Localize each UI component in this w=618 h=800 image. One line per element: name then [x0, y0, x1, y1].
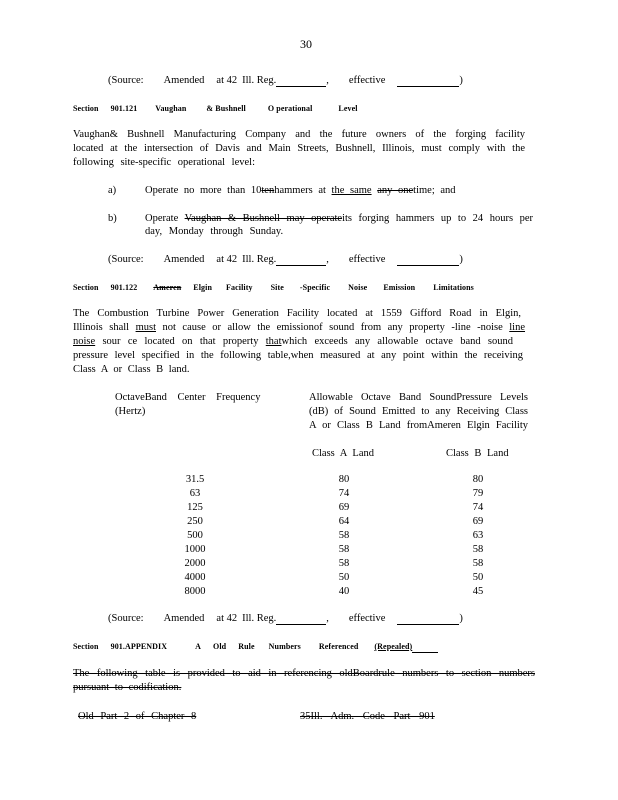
- class-a-cell: 50: [338, 572, 350, 583]
- para-122-line-1: The Combustion Turbine Power Generation Facility located at 1559 Gifford Road in Elgin,: [73, 308, 521, 319]
- effective-blank: [397, 75, 459, 87]
- section-901-121-heading: [73, 102, 358, 115]
- item-b-label: b): [108, 213, 117, 224]
- source-prefix: (Source:: [108, 75, 144, 86]
- heading-word: & Bushnell: [206, 104, 246, 113]
- comma: ,: [326, 75, 329, 86]
- item-a-label: a): [108, 185, 117, 196]
- class-b-cell: 69: [472, 516, 484, 527]
- repealed-marker: (Repealed): [374, 642, 413, 651]
- frequency-cell: 2000: [184, 558, 206, 569]
- class-a-cell: 58: [338, 544, 350, 555]
- class-a-cell: 58: [338, 558, 350, 569]
- para-122-line-5: Class A or Class B land.: [73, 364, 190, 375]
- class-b-cell: 58: [472, 544, 484, 555]
- heading-word: Vaughan: [155, 104, 187, 113]
- frequency-cell: 4000: [184, 572, 206, 583]
- class-b-cell: 80: [472, 474, 484, 485]
- class-a-cell: 58: [338, 530, 350, 541]
- frequency-cell: 500: [187, 530, 203, 541]
- section-901-122-heading: Section 901.122 Ameren Elgin Facility Site -Specific Noise Emission Limitations: [73, 283, 474, 292]
- source-line-1: [108, 74, 463, 87]
- source-at: at 42: [216, 75, 238, 86]
- class-a-cell: 74: [338, 488, 350, 499]
- appendix-para-line-1: The following table is provided to aid in referencing oldBoardrule numbers to section numbers: [73, 668, 535, 679]
- para-122-line-4: pressure level specified in the following table,when measured at any point within the receiving: [73, 350, 523, 361]
- strike-any-one: any one: [377, 185, 414, 196]
- frequency-cell: 125: [187, 502, 203, 513]
- appendix-para-line-2: pursuant to codification.: [73, 682, 182, 693]
- col2-header-line-3: A or Class B Land fromAmeren Elgin Facility: [309, 420, 528, 431]
- strike-ameren: Ameren: [153, 283, 182, 292]
- source-line-2: (Source: Amended at 42 Ill. Reg. , effective ): [108, 254, 463, 265]
- source-amended: Amended: [163, 75, 205, 86]
- class-b-cell: 50: [472, 572, 484, 583]
- effective-blank: [397, 613, 459, 625]
- appendix-row-left: Old Part 2 of Chapter 8: [78, 711, 197, 722]
- effective-blank: [397, 254, 459, 266]
- class-a-cell: 69: [338, 502, 350, 513]
- page-number: 30: [300, 37, 312, 51]
- inserted-the-same: the same: [331, 185, 372, 196]
- class-b-cell: 79: [472, 488, 484, 499]
- reg-blank: [276, 75, 326, 87]
- class-b-cell: 63: [472, 530, 484, 541]
- para-121-line-3: following site-specific operational level:: [73, 157, 255, 168]
- source-close: ): [459, 75, 463, 86]
- para-122-line-3: noise sour ce located on that property thatwhich exceeds any allowable octave band sound: [73, 336, 513, 347]
- frequency-cell: 8000: [184, 586, 206, 597]
- class-a-cell: 64: [338, 516, 350, 527]
- class-a-header: Class A Land: [312, 448, 375, 459]
- item-b-line-2: day, Monday through Sunday.: [145, 226, 284, 237]
- item-b-text: Operate Vaughan & Bushnell may operateits forging hammers up to 24 hours per day, Monday through Sunday.: [145, 213, 533, 237]
- reg-blank: [276, 254, 326, 266]
- para-122-line-2: Illinois shall must not cause or allow the emissionof sound from any property -line -noise line: [73, 322, 526, 333]
- strike-vaughan-bushnell: Vaughan & Bushnell may operate: [184, 213, 343, 224]
- section-label: Section: [73, 104, 99, 113]
- item-a-text: Operate no more than 10tenhammers at the same any onetime; and: [145, 185, 456, 196]
- class-a-cell: 80: [338, 474, 350, 485]
- frequency-cell: 31.5: [185, 474, 205, 485]
- heading-word: Level: [338, 104, 358, 113]
- heading-word: O perational: [267, 104, 313, 113]
- frequency-cell: 250: [187, 516, 203, 527]
- reg-blank: [276, 613, 326, 625]
- class-b-header: Class B Land: [446, 448, 509, 459]
- col1-header-line-1: OctaveBand Center Frequency: [115, 392, 261, 403]
- source-line-3: (Source: Amended at 42 Ill. Reg. , effective ): [108, 613, 463, 624]
- class-a-cell: 40: [338, 586, 350, 597]
- source-reg: Ill. Reg.: [242, 75, 277, 86]
- class-b-cell: 74: [472, 502, 484, 513]
- section-number: 901.121: [110, 104, 138, 113]
- para-121-line-2: located at the intersection of Davis and Main Streets, Bushnell, Illinois, must comply with the: [73, 143, 525, 154]
- col2-header-line-1: Allowable Octave Band SoundPressure Levels: [309, 392, 528, 403]
- para-121-line-1: Vaughan& Bushnell Manufacturing Company and the future owners of the forging facility: [73, 129, 525, 140]
- frequency-cell: 63: [189, 488, 201, 499]
- appendix-row-right: 35Ill. Adm. Code Part 901: [300, 711, 435, 722]
- class-b-cell: 58: [472, 558, 484, 569]
- source-effective: effective: [348, 75, 386, 86]
- section-901-appendix-heading: Section 901.APPENDIX A Old Rule Numbers Referenced (Repealed): [73, 640, 438, 653]
- strike-ten: ten: [261, 185, 275, 196]
- col1-header-line-2: (Hertz): [115, 406, 146, 417]
- col2-header-line-2: (dB) of Sound Emitted to any Receiving Class: [309, 406, 528, 417]
- class-b-cell: 45: [472, 586, 484, 597]
- frequency-cell: 1000: [184, 544, 206, 555]
